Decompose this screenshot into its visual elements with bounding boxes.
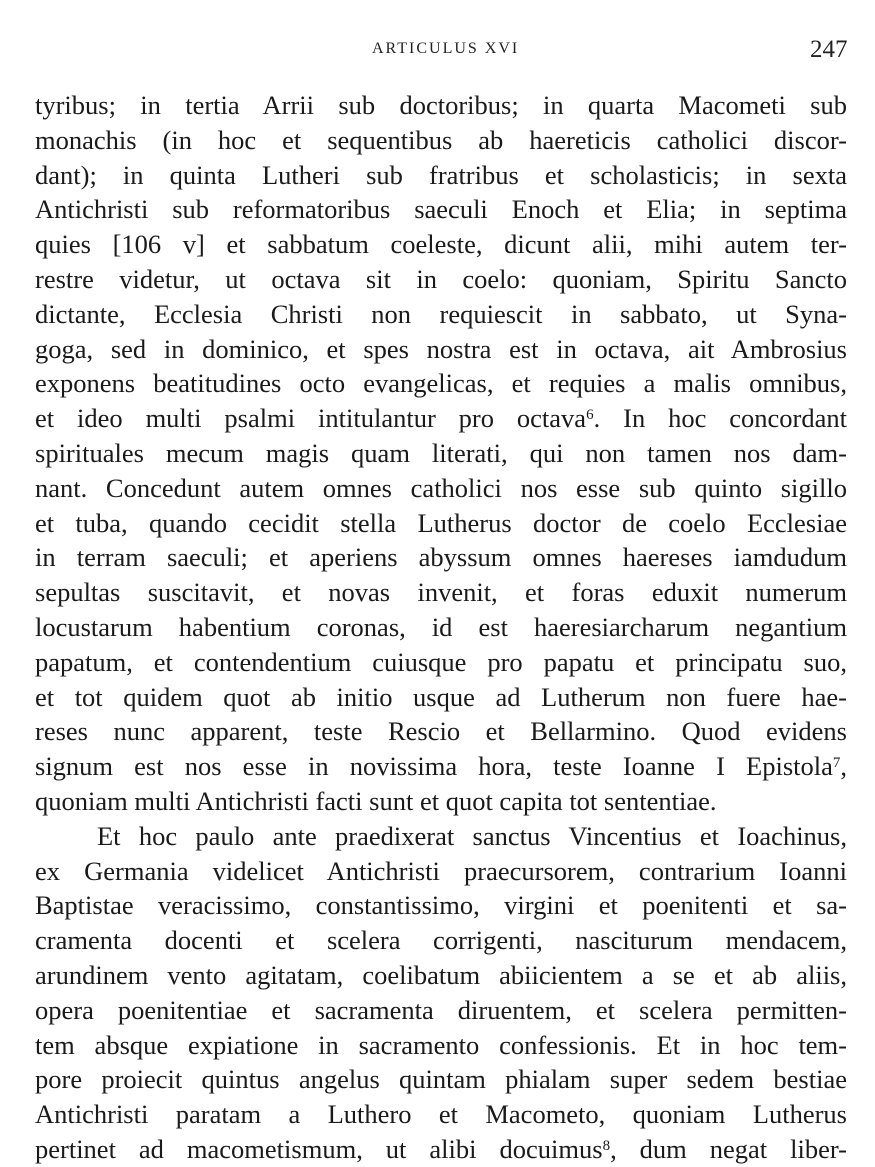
- text-line: [35, 88, 847, 123]
- text-line: [35, 192, 847, 227]
- text-line: [35, 471, 847, 506]
- line-text: arundinem vento agitatam, coelibatum abiicientem a se et ab aliis,: [35, 959, 847, 990]
- text-line: [35, 123, 847, 158]
- running-head: [0, 38, 875, 68]
- text-line: [35, 1132, 847, 1167]
- line-text: Antichristi sub reformatoribus saeculi Enoch et Elia; in septima: [35, 194, 847, 225]
- text-line: [35, 1097, 847, 1132]
- text-line: [35, 297, 847, 332]
- line-text: tem absque expiatione in sacramento confessionis. Et in hoc tem-: [35, 1029, 847, 1060]
- text-line: [35, 506, 847, 541]
- line-text: locustarum habentium coronas, id est haeresiarcharum negantium: [35, 611, 847, 642]
- line-text: Baptistae veracissimo, constantissimo, virgini et poenitenti et sa-: [35, 890, 847, 921]
- paragraph: [35, 88, 847, 819]
- line-text: dictante, Ecclesia Christi non requiescit in sabbato, ut Syna-: [35, 298, 847, 329]
- line-text: goga, sed in dominico, et spes nostra est in octava, ait Ambrosius: [35, 333, 847, 364]
- line-text: opera poenitentiae et sacramenta diruentem, et scelera permitten-: [35, 994, 847, 1025]
- text-line: [35, 540, 847, 575]
- line-text: Antichristi paratam a Luthero et Macometo, quoniam Lutherus: [35, 1099, 847, 1130]
- line-text-continued: , dum negat liber-: [610, 1133, 848, 1164]
- line-text: quoniam multi Antichristi facti sunt et quot capita tot sententiae.: [35, 785, 717, 816]
- text-line: [35, 436, 847, 471]
- line-text: Et hoc paulo ante praedixerat sanctus Vincentius et Ioachinus,: [97, 820, 847, 851]
- line-text: et ideo multi psalmi intitulantur pro octava: [35, 403, 587, 434]
- line-text: in terram saeculi; et aperiens abyssum omnes haereses iamdudum: [35, 542, 847, 573]
- line-text: papatum, et contendentium cuiusque pro papatu et principatu suo,: [35, 646, 847, 677]
- text-line: [35, 645, 847, 680]
- line-text: pore proiecit quintus angelus quintam phialam super sedem bestiae: [35, 1064, 847, 1095]
- line-text: signum est nos esse in novissima hora, teste Ioanne I Epistola: [35, 751, 833, 782]
- line-text: tyribus; in tertia Arrii sub doctoribus; in quarta Macometi sub: [35, 90, 847, 120]
- line-text: nant. Concedunt autem omnes catholici nos esse sub quinto sigillo: [35, 472, 847, 503]
- line-text: sepultas suscitavit, et novas invenit, et foras eduxit numerum: [35, 577, 847, 608]
- line-text-continued: ,: [840, 751, 847, 782]
- line-text: ex Germania videlicet Antichristi praecursorem, contrarium Ioanni: [35, 855, 847, 886]
- line-text: restre videtur, ut octava sit in coelo: quoniam, Spiritu Sancto: [35, 263, 847, 294]
- line-text: exponens beatitudines octo evangelicas, et requies a malis omnibus,: [35, 368, 847, 399]
- line-text: reses nunc apparent, teste Rescio et Bellarmino. Quod evidens: [35, 716, 847, 747]
- line-text: pertinet ad macometismum, ut alibi docuimus: [35, 1133, 603, 1164]
- line-text: et tot quidem quot ab initio usque ad Lutherum non fuere hae-: [35, 681, 847, 712]
- text-line: [35, 888, 847, 923]
- text-line: [35, 366, 847, 401]
- paragraph: [35, 819, 847, 1167]
- text-line: [35, 680, 847, 715]
- text-line: [35, 1062, 847, 1097]
- line-text: spirituales mecum magis quam literati, qui non tamen nos dam-: [35, 437, 847, 468]
- text-line: [35, 332, 847, 367]
- text-line: [35, 401, 847, 436]
- text-line: [35, 784, 847, 819]
- page-number: 247: [810, 36, 848, 63]
- text-line: [35, 993, 847, 1028]
- text-line: [35, 749, 847, 784]
- footnote-marker[interactable]: 6: [586, 406, 594, 423]
- line-text: dant); in quinta Lutheri sub fratribus et scholasticis; in sexta: [35, 159, 847, 190]
- text-line: [35, 610, 847, 645]
- text-line: [35, 819, 847, 854]
- text-line: [35, 923, 847, 958]
- text-line: [35, 158, 847, 193]
- text-line: [35, 714, 847, 749]
- line-text: cramenta docenti et scelera corrigenti, nasciturum mendacem,: [35, 925, 847, 956]
- text-line: [35, 958, 847, 993]
- text-line: [35, 854, 847, 889]
- line-text: et tuba, quando cecidit stella Lutherus doctor de coelo Ecclesiae: [35, 507, 847, 538]
- line-text-continued: . In hoc concordant: [593, 403, 847, 434]
- footnote-marker[interactable]: 7: [832, 754, 841, 771]
- text-line: [35, 227, 847, 262]
- line-text: monachis (in hoc et sequentibus ab haereticis catholici discor-: [35, 124, 847, 155]
- line-text: quies [106 v] et sabbatum coeleste, dicunt alii, mihi autem ter-: [35, 229, 847, 260]
- text-line: [35, 262, 847, 297]
- text-line: [35, 1028, 847, 1063]
- running-title: ARTICULUS XVI: [372, 40, 520, 57]
- text-line: [35, 575, 847, 610]
- footnote-marker[interactable]: 8: [602, 1137, 611, 1154]
- body-text: [35, 88, 847, 1167]
